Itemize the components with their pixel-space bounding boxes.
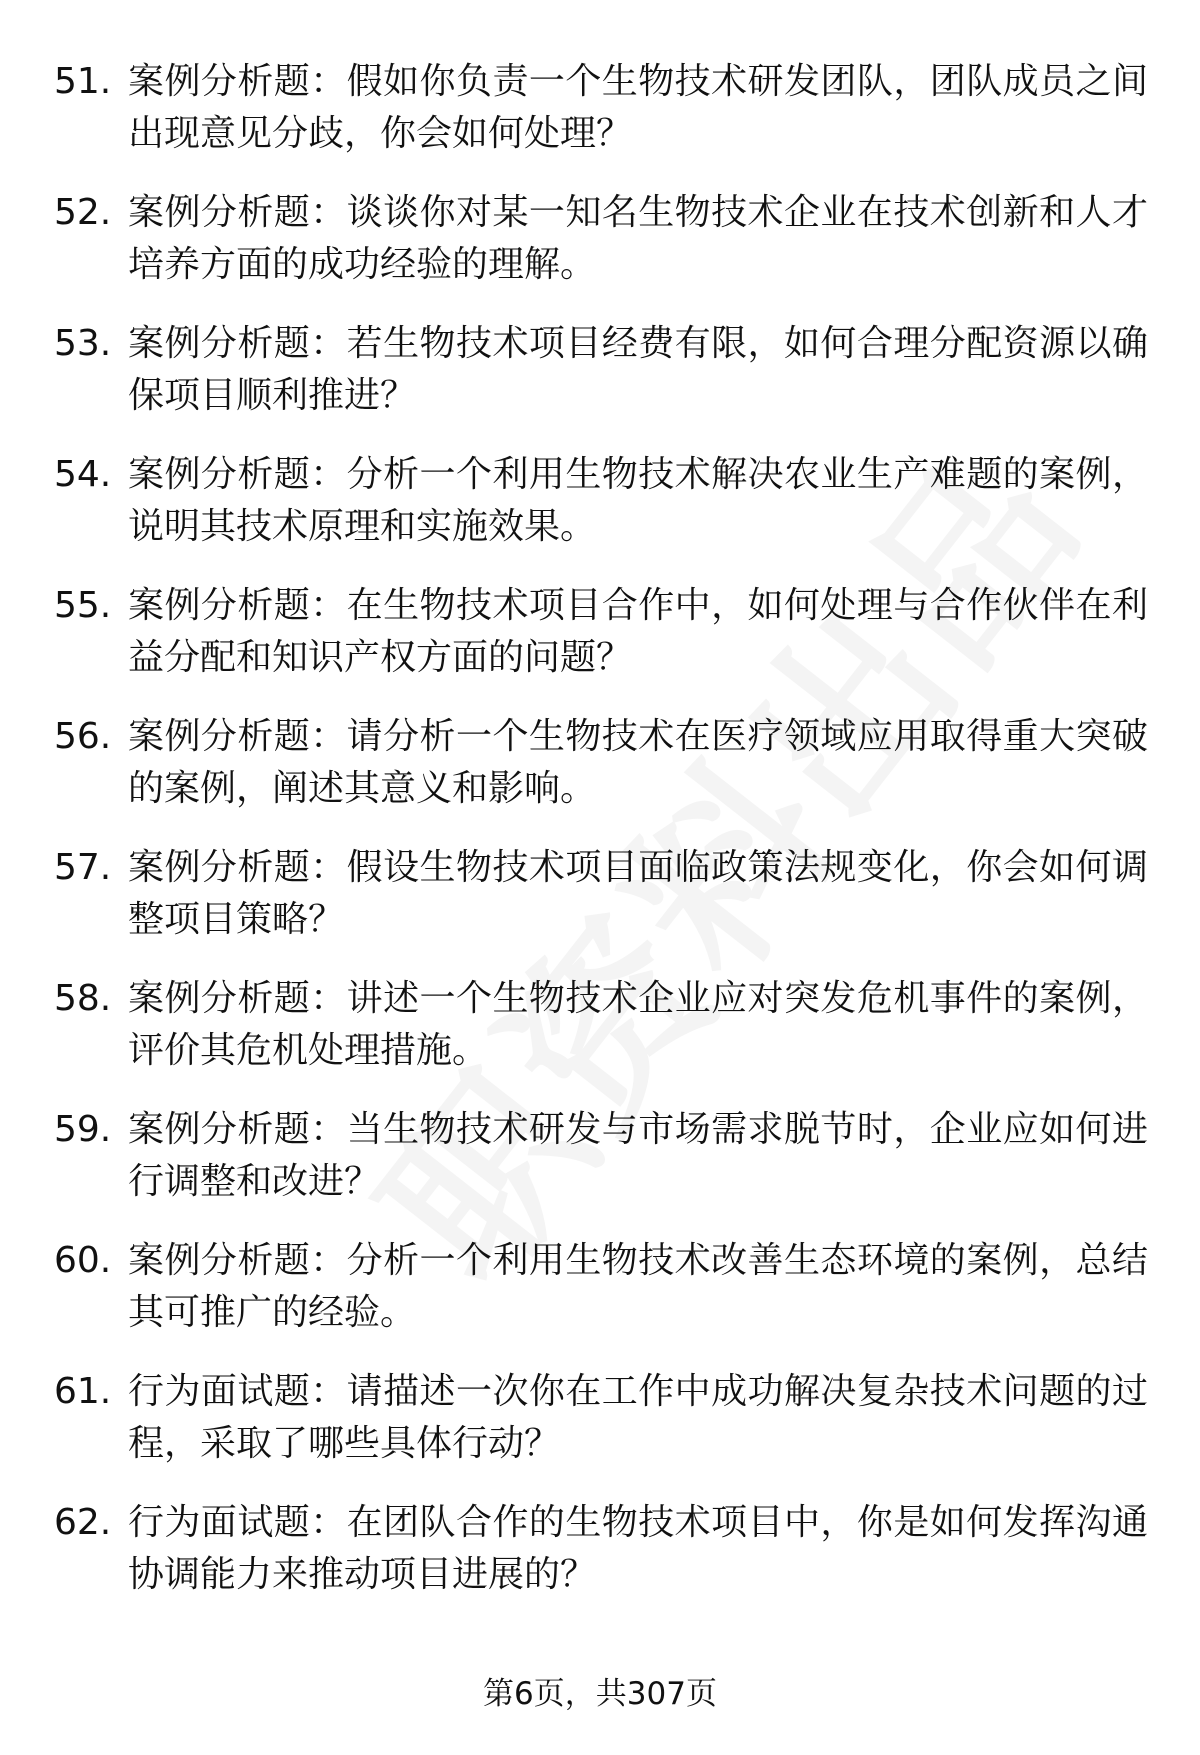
question-text: 案例分析题：分析一个利用生物技术改善生态环境的案例，总结其可推广的经验。 [128, 1240, 1148, 1333]
question-text: 案例分析题：当生物技术研发与市场需求脱节时，企业应如何进行调整和改进？ [128, 1109, 1148, 1202]
question-text: 案例分析题：假设生物技术项目面临政策法规变化，你会如何调整项目策略？ [128, 847, 1148, 940]
page-number-footer: 第6页，共307页 [483, 1676, 717, 1712]
question-text: 案例分析题：谈谈你对某一知名生物技术企业在技术创新和人才培养方面的成功经验的理解。 [128, 192, 1148, 285]
question-number: 54. [54, 454, 112, 495]
question-number: 60. [54, 1240, 112, 1281]
question-number: 55. [54, 585, 112, 626]
question-item-55 [0, 580, 1200, 711]
question-item-54 [0, 449, 1200, 580]
question-text: 行为面试题：在团队合作的生物技术项目中，你是如何发挥沟通协调能力来推动项目进展的？ [128, 1502, 1148, 1595]
question-item-58 [0, 973, 1200, 1104]
question-text: 案例分析题：分析一个利用生物技术解决农业生产难题的案例，说明其技术原理和实施效果。 [128, 454, 1148, 547]
question-text: 案例分析题：假如你负责一个生物技术研发团队，团队成员之间出现意见分歧，你会如何处理？ [128, 61, 1148, 154]
question-number: 59. [54, 1109, 112, 1150]
question-item-61 [0, 1366, 1200, 1497]
question-text: 案例分析题：若生物技术项目经费有限，如何合理分配资源以确保项目顺利推进？ [128, 323, 1148, 416]
question-number: 51. [54, 61, 112, 102]
question-text: 案例分析题：请分析一个生物技术在医疗领域应用取得重大突破的案例，阐述其意义和影响。 [128, 716, 1148, 809]
question-item-60 [0, 1235, 1200, 1366]
question-item-56 [0, 711, 1200, 842]
question-number: 58. [54, 978, 112, 1019]
question-item-53 [0, 318, 1200, 449]
question-text: 案例分析题：在生物技术项目合作中，如何处理与合作伙伴在利益分配和知识产权方面的问题？ [128, 585, 1148, 678]
question-number: 52. [54, 192, 112, 233]
question-number: 57. [54, 847, 112, 888]
question-number: 61. [54, 1371, 112, 1412]
question-list [0, 56, 1200, 1628]
question-item-57 [0, 842, 1200, 973]
question-number: 53. [54, 323, 112, 364]
question-item-52 [0, 187, 1200, 318]
question-number: 62. [54, 1502, 112, 1543]
question-item-59 [0, 1104, 1200, 1235]
question-item-51 [0, 56, 1200, 187]
question-text: 行为面试题：请描述一次你在工作中成功解决复杂技术问题的过程，采取了哪些具体行动？ [128, 1371, 1148, 1464]
question-number: 56. [54, 716, 112, 757]
question-item-62 [0, 1497, 1200, 1628]
question-text: 案例分析题：讲述一个生物技术企业应对突发危机事件的案例，评价其危机处理措施。 [128, 978, 1148, 1071]
